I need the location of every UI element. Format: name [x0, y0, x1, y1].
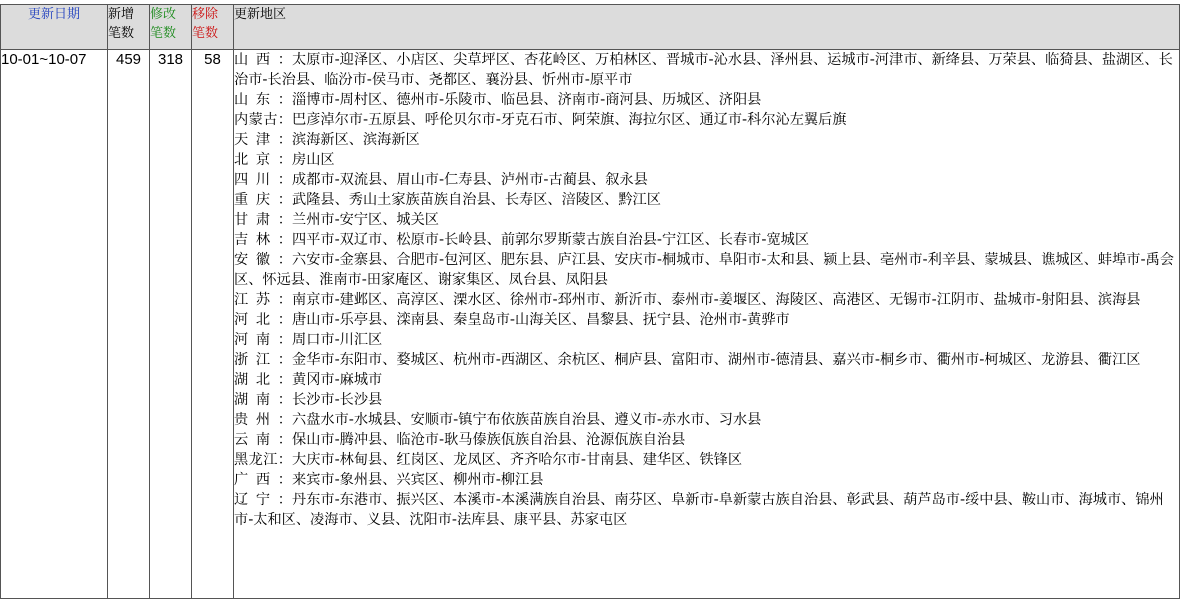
- region-line: [234, 210, 1179, 230]
- region-line: [234, 230, 1179, 250]
- region-line: [234, 190, 1179, 210]
- region-province: 吉林：: [234, 232, 292, 248]
- table-row: [1, 50, 1180, 599]
- header-added-line2: 笔数: [108, 26, 135, 41]
- region-areas: 成都市-双流县、眉山市-仁寿县、泸州市-古蔺县、叙永县: [292, 172, 648, 188]
- region-line: [234, 130, 1179, 150]
- region-province: 甘肃：: [234, 212, 292, 228]
- region-areas: 金华市-东阳市、婺城区、杭州市-西湖区、余杭区、桐庐县、富阳市、湖州市-德清县、嘉兴市-桐乡市、衢州市-柯城区、龙游县、衢江区: [292, 352, 1141, 368]
- header-update-date: 更新日期: [1, 5, 108, 50]
- region-line: [234, 410, 1179, 430]
- row-date: 10-01~10-07: [1, 50, 108, 599]
- row-regions: [234, 50, 1180, 599]
- region-line: [234, 290, 1179, 310]
- region-line: [234, 170, 1179, 190]
- region-areas: 四平市-双辽市、松原市-长岭县、前郭尔罗斯蒙古族自治县-宁江区、长春市-宽城区: [292, 232, 810, 248]
- region-areas: 滨海新区、滨海新区: [292, 132, 420, 148]
- region-areas: 房山区: [292, 152, 335, 168]
- region-line: [234, 370, 1179, 390]
- region-line: [234, 110, 1179, 130]
- region-province: 安徽：: [234, 252, 292, 268]
- region-province: 山东：: [234, 92, 292, 108]
- region-province: 重庆：: [234, 192, 292, 208]
- header-removed-line2: 笔数: [192, 26, 219, 41]
- region-line: [234, 470, 1179, 490]
- header-removed-count: [192, 5, 234, 50]
- region-line: [234, 150, 1179, 170]
- region-line: [234, 330, 1179, 350]
- region-province: 山西：: [234, 52, 292, 68]
- region-line: [234, 450, 1179, 470]
- region-areas: 兰州市-安宁区、城关区: [292, 212, 439, 228]
- row-added: 459: [108, 50, 150, 599]
- region-province: 北京：: [234, 152, 292, 168]
- region-province: 河北：: [234, 312, 292, 328]
- header-added-line1: 新增: [108, 7, 135, 22]
- region-line: [234, 310, 1179, 330]
- header-update-area: 更新地区: [234, 5, 1180, 50]
- region-areas: 黄冈市-麻城市: [292, 372, 383, 388]
- region-areas: 丹东市-东港市、振兴区、本溪市-本溪满族自治县、南芬区、阜新市-阜新蒙古族自治县、彰武县、葫芦岛市-绥中县、鞍山市、海城市、锦州市-太和区、凌海市、义县、沈阳市-法库县、康平县、苏家屯区: [234, 492, 1164, 528]
- header-removed-line1: 移除: [192, 7, 219, 22]
- region-province: 内蒙古：: [234, 112, 292, 128]
- region-province: 广西：: [234, 472, 292, 488]
- region-areas: 唐山市-乐亭县、滦南县、秦皇岛市-山海关区、昌黎县、抚宁县、沧州市-黄骅市: [292, 312, 790, 328]
- region-areas: 来宾市-象州县、兴宾区、柳州市-柳江县: [292, 472, 544, 488]
- region-province: 江苏：: [234, 292, 292, 308]
- region-province: 黑龙江：: [234, 452, 292, 468]
- region-areas: 保山市-腾冲县、临沧市-耿马傣族佤族自治县、沧源佤族自治县: [292, 432, 686, 448]
- region-line: [234, 350, 1179, 370]
- region-areas: 南京市-建邺区、高淳区、溧水区、徐州市-邳州市、新沂市、泰州市-姜堰区、海陵区、高港区、无锡市-江阴市、盐城市-射阳县、滨海县: [292, 292, 1141, 308]
- region-areas: 淄博市-周村区、德州市-乐陵市、临邑县、济南市-商河县、历城区、济阳县: [292, 92, 762, 108]
- row-modified: 318: [150, 50, 192, 599]
- region-line: [234, 430, 1179, 450]
- region-province: 浙江：: [234, 352, 292, 368]
- region-areas: 周口市-川汇区: [292, 332, 383, 348]
- region-province: 四川：: [234, 172, 292, 188]
- region-province: 天津：: [234, 132, 292, 148]
- region-line: [234, 390, 1179, 410]
- region-areas: 武隆县、秀山土家族苗族自治县、长寿区、涪陵区、黔江区: [292, 192, 661, 208]
- region-line: [234, 90, 1179, 110]
- header-modified-line2: 笔数: [150, 26, 177, 41]
- region-areas: 六盘水市-水城县、安顺市-镇宁布依族苗族自治县、遵义市-赤水市、习水县: [292, 412, 762, 428]
- region-areas: 大庆市-林甸县、红岗区、龙凤区、齐齐哈尔市-甘南县、建华区、铁锋区: [292, 452, 743, 468]
- header-added-count: [108, 5, 150, 50]
- region-province: 湖北：: [234, 372, 292, 388]
- update-table: [0, 4, 1180, 599]
- region-areas: 长沙市-长沙县: [292, 392, 383, 408]
- header-modified-count: [150, 5, 192, 50]
- table-header-row: [1, 5, 1180, 50]
- region-province: 湖南：: [234, 392, 292, 408]
- region-line: [234, 490, 1179, 530]
- region-province: 云南：: [234, 432, 292, 448]
- region-province: 贵州：: [234, 412, 292, 428]
- region-areas: 太原市-迎泽区、小店区、尖草坪区、杏花岭区、万柏林区、晋城市-沁水县、泽州县、运城市-河津市、新绛县、万荣县、临猗县、盐湖区、长治市-长治县、临汾市-侯马市、尧都区、襄汾县、忻州市-原平市: [234, 52, 1173, 88]
- region-province: 辽宁：: [234, 492, 292, 508]
- region-areas: 巴彦淖尔市-五原县、呼伦贝尔市-牙克石市、阿荣旗、海拉尔区、通辽市-科尔沁左翼后旗: [292, 112, 847, 128]
- region-areas: 六安市-金寨县、合肥市-包河区、肥东县、庐江县、安庆市-桐城市、阜阳市-太和县、颍上县、亳州市-利辛县、蒙城县、谯城区、蚌埠市-禹会区、怀远县、淮南市-田家庵区、谢家集区、凤台县、凤阳县: [234, 252, 1174, 288]
- header-modified-line1: 修改: [150, 7, 177, 22]
- region-line: [234, 50, 1179, 90]
- row-removed: 58: [192, 50, 234, 599]
- region-province: 河南：: [234, 332, 292, 348]
- region-line: [234, 250, 1179, 290]
